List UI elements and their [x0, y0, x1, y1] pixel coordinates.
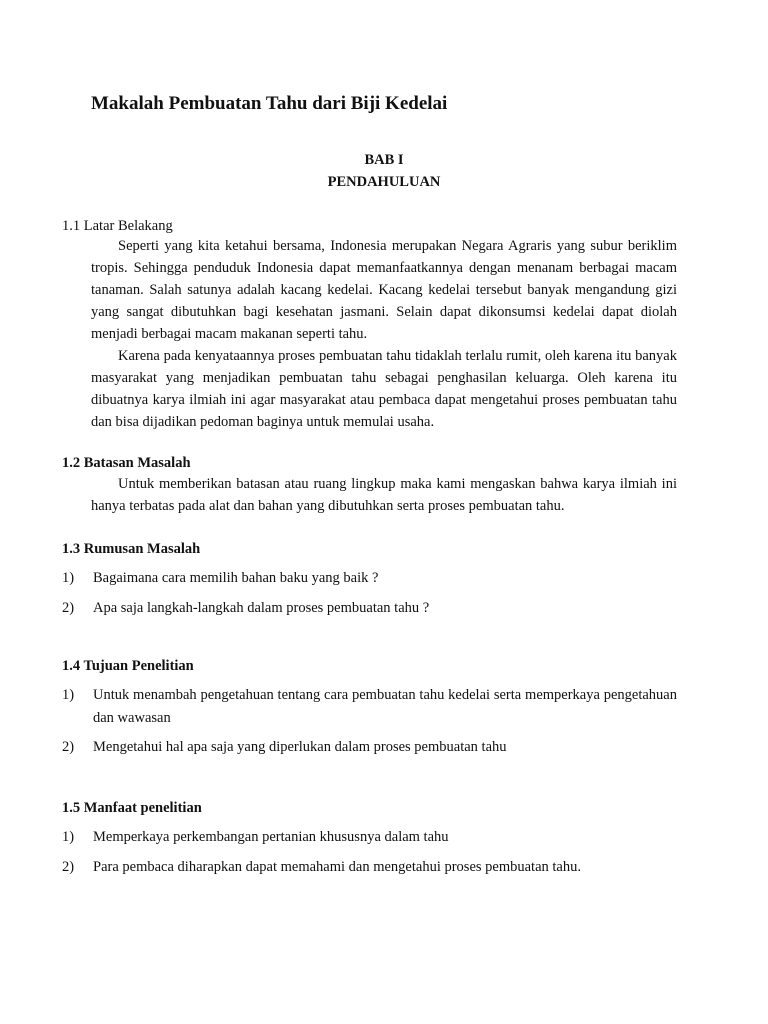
list-item-text: Memperkaya perkembangan pertanian khususnya dalam tahu	[93, 829, 449, 845]
list-item-number: 1)	[62, 829, 75, 845]
list-item-text: Para pembaca diharapkan dapat memahami dan mengetahui proses pembuatan tahu.	[93, 859, 581, 875]
section-heading-manfaat-penelitian: 1.5 Manfaat penelitian	[62, 800, 202, 816]
list-item-text: Bagaimana cara memilih bahan baku yang baik ?	[93, 570, 379, 586]
paragraph-latar-belakang-1: Seperti yang kita ketahui bersama, Indonesia merupakan Negara Agraris yang subur beriklim tropis. Sehingga penduduk Indonesia dapat memanfaatkannya dengan menanam berbagai macam tanaman. Salah satunya adalah kacang kedelai. Kacang kedelai tersebut banyak mengandung gizi yang sangat dibutuhkan bagi kesehatan jasmani. Selain dapat dikonsumsi kedelai dapat diolah menjadi berbagai macam makanan seperti tahu.	[91, 238, 677, 342]
list-item-number: 1)	[62, 687, 75, 703]
list-item	[62, 567, 677, 590]
list-item-text: Untuk menambah pengetahuan tentang cara pembuatan tahu kedelai serta memperkaya pengetahuan dan wawasan	[93, 687, 677, 726]
list-item	[62, 736, 677, 759]
chapter-name: PENDAHULUAN	[327, 174, 441, 190]
section-heading-latar-belakang: 1.1 Latar Belakang	[62, 218, 173, 234]
paragraph-latar-belakang-2: Karena pada kenyataannya proses pembuatan tahu tidaklah terlalu rumit, oleh karena itu banyak masyarakat yang menjadikan pembuatan tahu sebagai penghasilan keluarga. Oleh karena itu dibuatnya karya ilmiah ini agar masyarakat atau pembaca dapat mengetahui proses pembuatan tahu dan bisa dijadikan pedoman baginya untuk memulai usaha.	[91, 348, 677, 430]
list-item-number: 2)	[62, 600, 75, 616]
list-item-text: Apa saja langkah-langkah dalam proses pembuatan tahu ?	[93, 600, 430, 616]
list-item-number: 1)	[62, 570, 75, 586]
list-item	[62, 826, 677, 849]
list-item	[62, 856, 677, 879]
list-item	[62, 597, 677, 620]
section-heading-rumusan-masalah: 1.3 Rumusan Masalah	[62, 541, 201, 557]
list-item-text: Mengetahui hal apa saja yang diperlukan dalam proses pembuatan tahu	[93, 739, 507, 755]
list-item-number: 2)	[62, 859, 75, 875]
list-item	[62, 684, 677, 730]
document-title: Makalah Pembuatan Tahu dari Biji Kedelai	[91, 93, 448, 114]
paragraph-batasan-masalah: Untuk memberikan batasan atau ruang lingkup maka kami mengaskan bahwa karya ilmiah ini hanya terbatas pada alat dan bahan yang dibutuhkan serta proses pembuatan tahu.	[91, 476, 677, 514]
section-heading-batasan-masalah: 1.2 Batasan Masalah	[62, 455, 191, 471]
list-item-number: 2)	[62, 739, 75, 755]
chapter-label: BAB I	[364, 152, 404, 168]
section-heading-tujuan-penelitian: 1.4 Tujuan Penelitian	[62, 658, 194, 674]
